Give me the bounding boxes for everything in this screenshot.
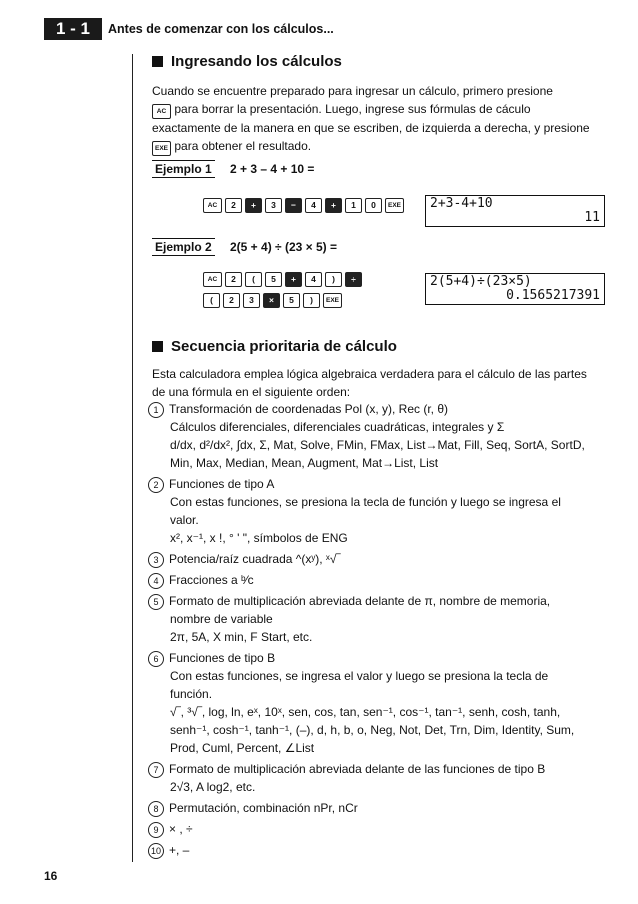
para-text: para borrar la presentación. Luego, ingrese sus fórmulas de cáculo	[174, 102, 531, 116]
priority-intro	[152, 365, 607, 401]
calculator-key-icon: AC	[203, 272, 222, 287]
calculator-key-icon: 5	[283, 293, 300, 308]
priority-item-text: Permutación, combinación nPr, nCr	[169, 801, 358, 815]
calculator-key-icon: EXE	[323, 293, 342, 308]
circled-number: 5	[148, 594, 164, 610]
priority-item-detail: d/dx, d²/dx², ∫dx, Σ, Mat, Solve, FMin, FMax, List→Mat, Fill, Seq, SortA, SortD,	[170, 438, 585, 452]
example-1-key-sequence	[203, 198, 404, 213]
priority-item-head	[148, 649, 613, 667]
priority-item-detail: Cálculos diferenciales, diferenciales cuadráticas, integrales y Σ	[170, 420, 505, 434]
priority-item-head	[148, 592, 613, 610]
circled-number: 9	[148, 822, 164, 838]
circled-number: 10	[148, 843, 164, 859]
circled-number: 8	[148, 801, 164, 817]
square-bullet-icon	[152, 56, 163, 67]
priority-item	[148, 841, 613, 859]
para-line: Cuando se encuentre preparado para ingresar un cálculo, primero presione	[152, 84, 553, 98]
calculator-key-icon: (	[203, 293, 220, 308]
heading-ingresando	[152, 52, 342, 72]
page-number: 16	[44, 869, 58, 883]
para-line: de una fórmula en el siguiente orden:	[152, 385, 351, 399]
priority-item	[148, 820, 613, 838]
circled-number: 1	[148, 402, 164, 418]
intro-paragraph	[152, 82, 607, 156]
priority-item-detail: √‾, ³√‾, log, ln, eˣ, 10ˣ, sen, cos, tan, sen⁻¹, cos⁻¹, tan⁻¹, senh, cosh, tanh,	[170, 705, 561, 719]
calculator-key-icon: +	[285, 272, 302, 287]
calculator-key-icon: )	[303, 293, 320, 308]
priority-item	[148, 400, 613, 472]
display-line-result: 11	[584, 210, 600, 225]
circled-number: 4	[148, 573, 164, 589]
priority-item-head	[148, 475, 613, 493]
calculator-key-icon: −	[285, 198, 302, 213]
calculator-key-icon: (	[245, 272, 262, 287]
exe-key-icon: EXE	[152, 141, 171, 156]
priority-item-head	[148, 571, 613, 589]
priority-list	[148, 400, 613, 862]
priority-item-text: Formato de multiplicación abreviada delante de las funciones de tipo B	[169, 762, 546, 776]
heading-text: Ingresando los cálculos	[171, 53, 342, 70]
priority-item	[148, 571, 613, 589]
circled-number: 2	[148, 477, 164, 493]
heading-text: Secuencia prioritaria de cálculo	[171, 338, 397, 355]
calculator-key-icon: 2	[223, 293, 240, 308]
example-1-label: Ejemplo 1	[152, 160, 215, 178]
example-2-display	[425, 273, 605, 305]
priority-item-text: +, –	[169, 843, 190, 857]
example-2-key-sequence-row2	[203, 293, 342, 308]
calculator-key-icon: ÷	[345, 272, 362, 287]
calculator-key-icon: 2	[225, 198, 242, 213]
circled-number: 6	[148, 651, 164, 667]
calculator-key-icon: 1	[345, 198, 362, 213]
example-2-key-sequence-row1	[203, 272, 362, 287]
priority-item-text: Transformación de coordenadas Pol (x, y), Rec (r, θ)	[169, 402, 448, 416]
circled-number: 3	[148, 552, 164, 568]
priority-item-detail: Con estas funciones, se ingresa el valor y luego se presiona la tecla de	[170, 669, 549, 683]
priority-item-detail: Con estas funciones, se presiona la tecla de función y luego se ingresa el	[170, 495, 561, 509]
priority-item-text: × , ÷	[169, 822, 193, 836]
priority-item-detail: valor.	[170, 513, 199, 527]
priority-item	[148, 475, 613, 547]
calculator-key-icon: AC	[203, 198, 222, 213]
calculator-key-icon: EXE	[385, 198, 404, 213]
example-2-label: Ejemplo 2	[152, 238, 215, 256]
priority-item-text: Funciones de tipo A	[169, 477, 275, 491]
priority-item-detail: x², x⁻¹, x !, ° ' ", símbolos de ENG	[170, 531, 348, 545]
section-number: 1 - 1	[44, 18, 102, 40]
priority-item-text: Funciones de tipo B	[169, 651, 276, 665]
margin-rule	[132, 54, 133, 862]
priority-item	[148, 649, 613, 757]
priority-item-head	[148, 400, 613, 418]
circled-number: 7	[148, 762, 164, 778]
heading-secuencia	[152, 337, 397, 357]
priority-item-head	[148, 550, 613, 568]
para-line: exactamente de la manera en que se escriben, de izquierda a derecha, y presione	[152, 121, 590, 135]
priority-item-detail: senh⁻¹, cosh⁻¹, tanh⁻¹, (–), d, h, b, o, Neg, Not, Det, Trn, Dim, Identity, Sum,	[170, 723, 575, 737]
display-line-result: 0.1565217391	[506, 288, 600, 303]
priority-item-head	[148, 841, 613, 859]
calculator-key-icon: 3	[243, 293, 260, 308]
priority-item-head	[148, 799, 613, 817]
priority-item	[148, 592, 613, 646]
priority-item-detail: Prod, Cuml, Percent, ∠List	[170, 741, 315, 755]
priority-item-text: Fracciones a ᵇ⁄c	[169, 573, 254, 587]
priority-item-head	[148, 820, 613, 838]
calculator-key-icon: 2	[225, 272, 242, 287]
para-line	[152, 100, 607, 119]
priority-item-detail: 2π, 5A, X min, F Start, etc.	[170, 630, 313, 644]
calculator-key-icon: 4	[305, 198, 322, 213]
para-line	[152, 137, 607, 156]
calculator-key-icon: 0	[365, 198, 382, 213]
calculator-key-icon: ×	[263, 293, 280, 308]
example-1-display	[425, 195, 605, 227]
priority-item	[148, 760, 613, 796]
calculator-key-icon: 3	[265, 198, 282, 213]
priority-item-detail: 2√3, A log2, etc.	[170, 780, 256, 794]
square-bullet-icon	[152, 341, 163, 352]
priority-item-detail: función.	[170, 687, 213, 701]
calculator-key-icon: +	[325, 198, 342, 213]
display-line-input: 2+3-4+10	[430, 196, 493, 211]
priority-item	[148, 799, 613, 817]
section-title: Antes de comenzar con los cálculos...	[108, 22, 334, 36]
calculator-key-icon: +	[245, 198, 262, 213]
ac-key-icon: AC	[152, 104, 171, 119]
priority-item-text: Formato de multiplicación abreviada delante de π, nombre de memoria,	[169, 594, 551, 608]
priority-item-head	[148, 760, 613, 778]
calculator-key-icon: )	[325, 272, 342, 287]
priority-item	[148, 550, 613, 568]
calculator-key-icon: 4	[305, 272, 322, 287]
display-line-input: 2(5+4)÷(23×5)	[430, 274, 532, 289]
priority-item-detail: nombre de variable	[170, 612, 273, 626]
example-1-expression: 2 + 3 – 4 + 10 =	[230, 162, 315, 176]
calculator-key-icon: 5	[265, 272, 282, 287]
example-2-expression: 2(5 + 4) ÷ (23 × 5) =	[230, 240, 337, 254]
para-text: para obtener el resultado.	[174, 139, 312, 153]
para-line: Esta calculadora emplea lógica algebraica verdadera para el cálculo de las partes	[152, 367, 587, 381]
priority-item-text: Potencia/raíz cuadrada ^(xʸ), ˣ√‾	[169, 552, 341, 566]
priority-item-detail: Min, Max, Median, Mean, Augment, Mat→List, List	[170, 456, 439, 470]
